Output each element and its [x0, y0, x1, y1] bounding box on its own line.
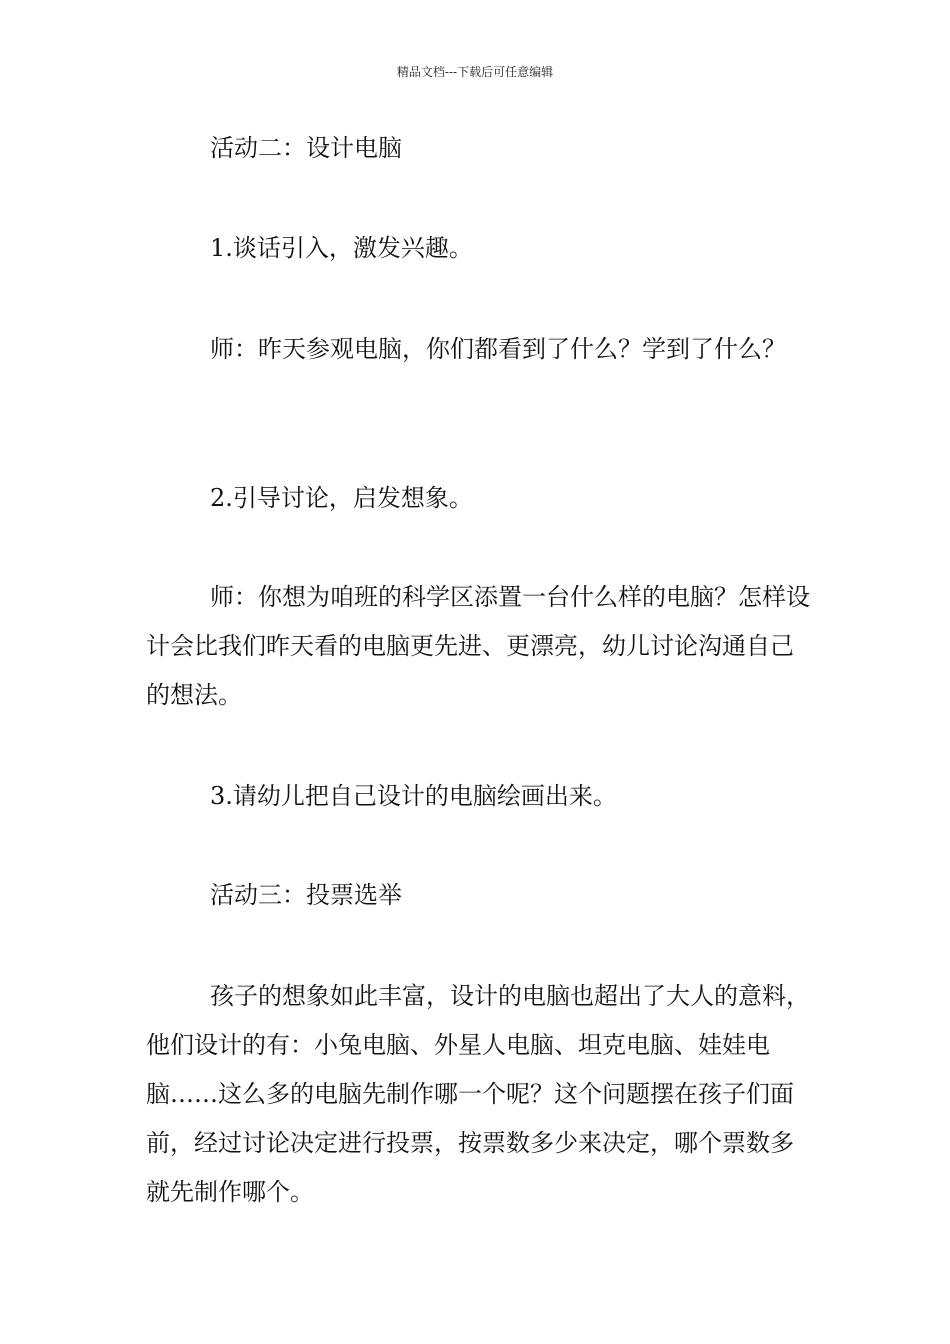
page-header: 精品文档---下载后可任意编辑 — [396, 65, 554, 79]
paragraph-step-2: 2.引导讨论，启发想象。 — [210, 484, 473, 512]
heading-activity-two: 活动二：设计电脑 — [210, 134, 402, 162]
paragraph-voting: 孩子的想象如此丰富，设计的电脑也超出了大人的意料，他们设计的有：小兔电脑、外星人电脑、坦克电脑、娃娃电脑……这么多的电脑先制作哪一个呢？这个问题摆在孩子们面前，经过讨论决定进行投票，按票数多少来决定，哪个票数多就先制作哪个。 — [146, 982, 810, 1206]
paragraph-step-3: 3.请幼儿把自己设计的电脑绘画出来。 — [210, 782, 617, 810]
paragraph-teacher-prompt: 师：你想为咱班的科学区添置一台什么样的电脑？怎样设计会比我们昨天看的电脑更先进、更漂亮，幼儿讨论沟通自己的想法。 — [146, 583, 810, 709]
heading-activity-three: 活动三：投票选举 — [210, 881, 402, 909]
paragraph-step-1: 1.谈话引入，激发兴趣。 — [210, 234, 473, 262]
paragraph-teacher-question: 师：昨天参观电脑，你们都看到了什么？学到了什么？ — [210, 335, 786, 363]
